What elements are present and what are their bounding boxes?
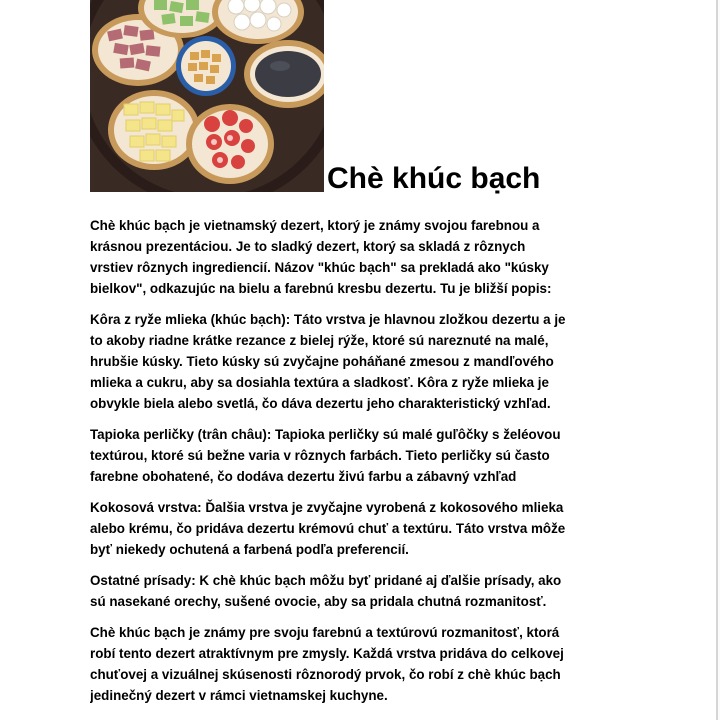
text-line: krásnou prezentáciou. Je to sladký dezert, ktorý sa skladá z rôznych (90, 239, 526, 254)
text-line: to akoby riadne krátke rezance z bielej rýže, ktoré sú nareznuté na malé, (90, 333, 549, 348)
yellow-jelly-bowl (108, 90, 200, 170)
text-line: hrubšie kúsky. Tieto kúsky sú zvyčajne poháňané zmesou z mandľového (90, 354, 554, 369)
text-line: Tapioka perličky (trân châu): Tapioka perličky sú malé guľôčky s želéovou (90, 427, 561, 442)
text-line: farebne obohatené, čo dodáva dezertu živú farbu a zábavný vzhľad (90, 469, 517, 484)
center-bowl (176, 36, 236, 96)
text-line: jedinečný dezert v rámci vietnamskej kuchyne. (90, 688, 388, 703)
intro-paragraph (90, 215, 638, 299)
text-line: alebo krému, čo pridáva dezertu krémovú chuť a textúru. Táto vrstva môže (90, 521, 566, 536)
text-line: Chè khúc bạch je vietnamský dezert, ktorý je známy svojou farebnou a (90, 218, 540, 233)
text-line: sú nasekané orechy, sušené ovocie, aby sa pridala chutná rozmanitosť. (90, 594, 547, 609)
tapioca-paragraph (90, 424, 638, 487)
text-line: obvykle biela alebo svetlá, čo dáva dezertu jeho charakteristický vzhľad. (90, 396, 551, 411)
text-line: vrstiev rôznych ingrediencií. Názov "khúc bạch" sa prekladá ako "kúsky (90, 260, 549, 275)
rice-milk-paragraph (90, 309, 638, 414)
text-line: Chè khúc bạch je známy pre svoju farebnú a textúrovú rozmanitosť, ktorá (90, 625, 560, 640)
dessert-photo (90, 0, 324, 192)
text-line: byť niekedy ochutená a farbená podľa preferencií. (90, 542, 409, 557)
strawberry-bowl (186, 104, 274, 184)
text-line: Kôra z ryže mlieka (khúc bạch): Táto vrstva je hlavnou zložkou dezertu a je (90, 312, 566, 327)
text-line: chuťovej a vizuálnej skúsenosti rôznorodý prvok, čo robí z chè khúc bạch (90, 667, 561, 682)
conclusion-paragraph (90, 622, 638, 706)
text-line: Kokosová vrstva: Ďalšia vrstva je zvyčajne vyrobená z kokosového mlieka (90, 500, 564, 515)
coconut-paragraph (90, 497, 638, 560)
page-title: Chè khúc bạch (327, 162, 541, 195)
text-line: bielkov", odkazujúc na bielu a farebnú kresbu dezertu. Tu je bližší popis: (90, 281, 552, 296)
dessert-photo-illustration (90, 0, 324, 192)
article-body (90, 215, 638, 716)
text-line: robí tento dezert atraktívnym pre zmysly. Každá vrstva pridáva do celkovej (90, 646, 564, 661)
text-line: textúrou, ktoré sú bežne varia v rôznych farbách. Tieto perličky sú často (90, 448, 550, 463)
text-line: Ostatné prísady: K chè khúc bạch môžu byť pridané aj ďalšie prísady, ako (90, 573, 562, 588)
text-line: mlieka a cukru, aby sa dosiahla textúra a sladkosť. Kôra z ryže mlieka je (90, 375, 549, 390)
other-ingredients-paragraph (90, 570, 638, 612)
